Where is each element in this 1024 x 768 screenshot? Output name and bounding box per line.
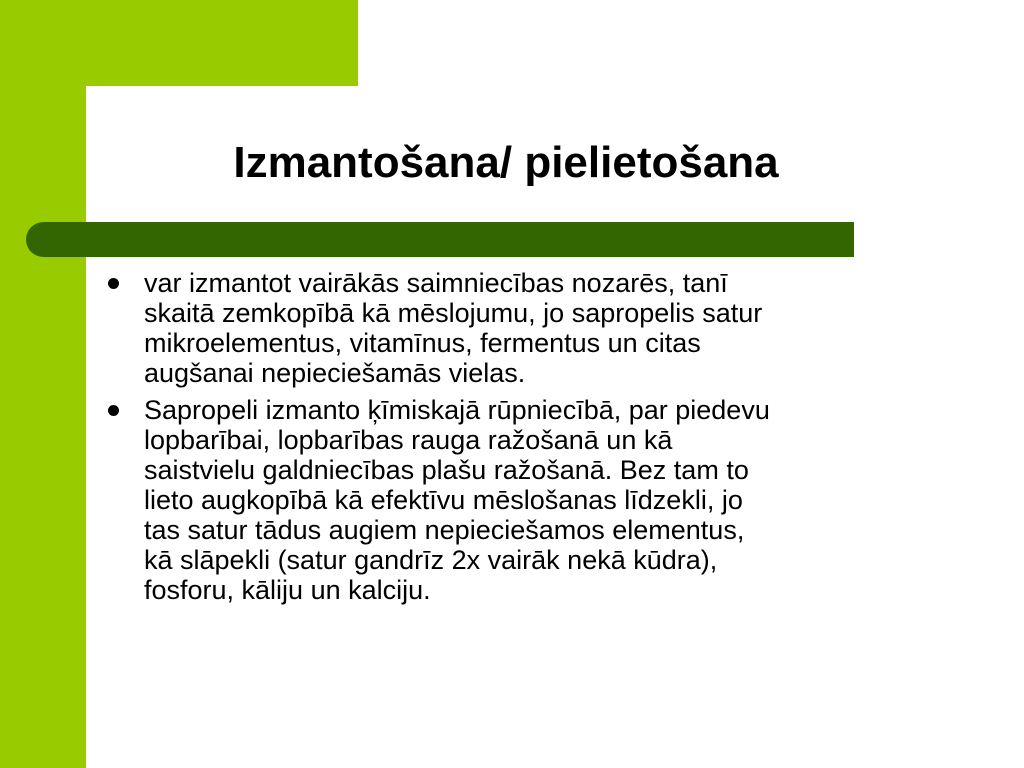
bullet-line: kā slāpekli (satur gandrīz 2x vairāk nekā kūdra), [144, 545, 718, 575]
bullet-line: Sapropeli izmanto ķīmiskajā rūpniecībā, par piedevu [144, 395, 770, 425]
bullet-line: lieto augkopībā kā efektīvu mēslošanas līdzekli, jo [144, 485, 743, 515]
bullet-line: mikroelementus, vitamīnus, fermentus un citas [144, 328, 701, 358]
bullet-line: saistvielu galdniecības plašu ražošanā. Bez tam to [144, 455, 749, 485]
bullet-line: lopbarībai, lopbarības rauga ražošanā un kā [144, 425, 673, 455]
bullet-item-2 [106, 395, 966, 605]
bullet-line: skaitā zemkopībā kā mēslojumu, jo sapropelis satur [144, 298, 763, 328]
bullet-line: fosforu, kāliju un kalciju. [144, 575, 431, 605]
green-top-band [0, 0, 358, 86]
bullet-dot-icon [108, 278, 119, 289]
green-sidebar-band [0, 0, 86, 768]
title-divider-bar [26, 222, 854, 257]
bullet-line: var izmantot vairākās saimniecības nozarēs, tanī [144, 268, 728, 298]
bullet-line: augšanai nepieciešamās vielas. [144, 358, 526, 388]
bullet-dot-icon [108, 405, 119, 416]
slide-title: Izmantošana/ pielietošana [233, 138, 779, 187]
bullet-list [106, 268, 966, 612]
bullet-line: tas satur tādus augiem nepieciešamos elementus, [144, 515, 745, 545]
bullet-item-1 [106, 268, 966, 388]
